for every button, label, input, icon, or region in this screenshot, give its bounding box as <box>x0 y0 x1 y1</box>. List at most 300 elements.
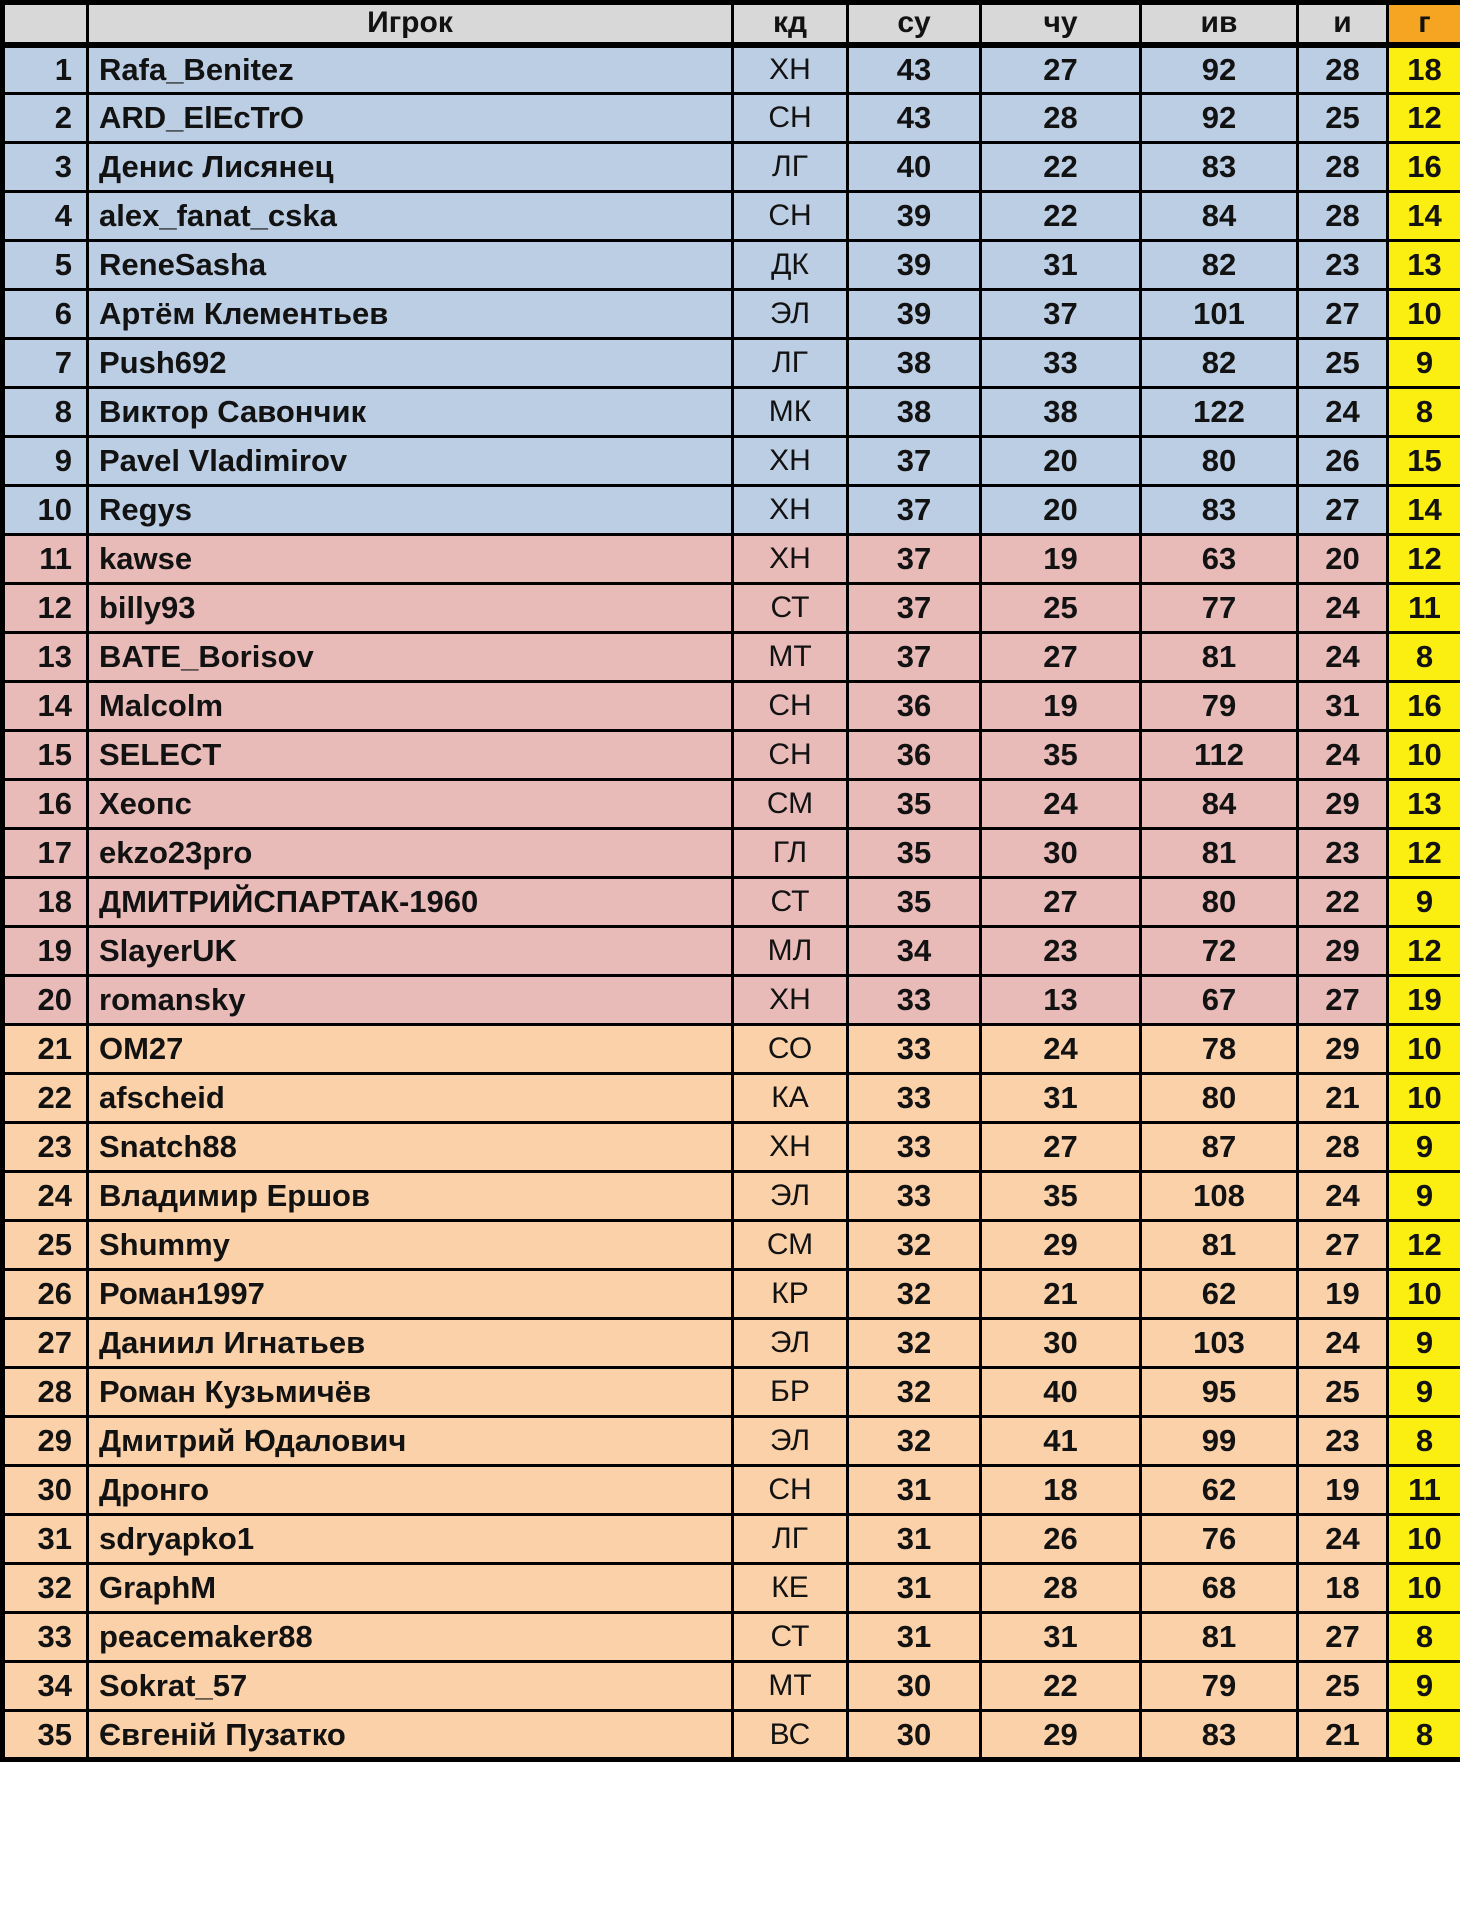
stat-i-cell: 29 <box>1298 1025 1388 1074</box>
player-name-cell: afscheid <box>88 1074 733 1123</box>
club-code-cell: ЭЛ <box>733 1417 848 1466</box>
table-row <box>3 1025 1460 1074</box>
rank-cell: 1 <box>3 45 88 94</box>
club-code-cell: ЭЛ <box>733 290 848 339</box>
stat-chu-cell: 22 <box>981 192 1141 241</box>
stat-su-cell: 35 <box>848 829 981 878</box>
club-code-cell: ЭЛ <box>733 1172 848 1221</box>
stat-i-cell: 25 <box>1298 339 1388 388</box>
rank-cell: 9 <box>3 437 88 486</box>
stat-i-cell: 23 <box>1298 829 1388 878</box>
stat-iv-cell: 81 <box>1141 1221 1298 1270</box>
rank-cell: 21 <box>3 1025 88 1074</box>
stat-g-cell: 12 <box>1388 829 1460 878</box>
stat-g-cell: 14 <box>1388 192 1460 241</box>
stat-su-cell: 38 <box>848 339 981 388</box>
header-su: су <box>848 3 981 45</box>
stat-su-cell: 37 <box>848 486 981 535</box>
stat-iv-cell: 62 <box>1141 1466 1298 1515</box>
table-row <box>3 1417 1460 1466</box>
stat-g-cell: 10 <box>1388 731 1460 780</box>
stat-g-cell: 8 <box>1388 1711 1460 1760</box>
stat-i-cell: 25 <box>1298 1662 1388 1711</box>
rank-cell: 15 <box>3 731 88 780</box>
table-row <box>3 1711 1460 1760</box>
stat-chu-cell: 27 <box>981 878 1141 927</box>
stat-chu-cell: 23 <box>981 927 1141 976</box>
stat-chu-cell: 27 <box>981 633 1141 682</box>
player-name-cell: SlayerUK <box>88 927 733 976</box>
player-name-cell: Артём Клементьев <box>88 290 733 339</box>
table-row <box>3 388 1460 437</box>
table-row <box>3 1662 1460 1711</box>
club-code-cell: СТ <box>733 878 848 927</box>
player-name-cell: kawse <box>88 535 733 584</box>
player-name-cell: ekzo23pro <box>88 829 733 878</box>
club-code-cell: МТ <box>733 1662 848 1711</box>
table-row <box>3 1123 1460 1172</box>
stat-i-cell: 25 <box>1298 1368 1388 1417</box>
stat-i-cell: 24 <box>1298 584 1388 633</box>
stat-g-cell: 10 <box>1388 290 1460 339</box>
stat-g-cell: 8 <box>1388 388 1460 437</box>
stat-su-cell: 43 <box>848 94 981 143</box>
stat-iv-cell: 92 <box>1141 45 1298 94</box>
rank-cell: 2 <box>3 94 88 143</box>
stat-iv-cell: 83 <box>1141 486 1298 535</box>
stat-chu-cell: 41 <box>981 1417 1141 1466</box>
club-code-cell: ХН <box>733 976 848 1025</box>
header-i: и <box>1298 3 1388 45</box>
stat-g-cell: 10 <box>1388 1270 1460 1319</box>
player-name-cell: GraphM <box>88 1564 733 1613</box>
stat-su-cell: 34 <box>848 927 981 976</box>
rank-cell: 10 <box>3 486 88 535</box>
stat-g-cell: 18 <box>1388 45 1460 94</box>
stat-g-cell: 16 <box>1388 682 1460 731</box>
club-code-cell: ХН <box>733 486 848 535</box>
stat-su-cell: 32 <box>848 1270 981 1319</box>
rank-cell: 35 <box>3 1711 88 1760</box>
stat-g-cell: 10 <box>1388 1515 1460 1564</box>
stat-iv-cell: 95 <box>1141 1368 1298 1417</box>
stat-su-cell: 31 <box>848 1564 981 1613</box>
table-row <box>3 535 1460 584</box>
stat-i-cell: 26 <box>1298 437 1388 486</box>
club-code-cell: ГЛ <box>733 829 848 878</box>
player-name-cell: alex_fanat_cska <box>88 192 733 241</box>
stat-chu-cell: 22 <box>981 1662 1141 1711</box>
rank-cell: 24 <box>3 1172 88 1221</box>
player-name-cell: Shummy <box>88 1221 733 1270</box>
player-name-cell: peacemaker88 <box>88 1613 733 1662</box>
stat-i-cell: 29 <box>1298 927 1388 976</box>
player-name-cell: Дронго <box>88 1466 733 1515</box>
stat-iv-cell: 83 <box>1141 143 1298 192</box>
rank-cell: 6 <box>3 290 88 339</box>
rank-cell: 19 <box>3 927 88 976</box>
club-code-cell: СН <box>733 731 848 780</box>
stat-iv-cell: 99 <box>1141 1417 1298 1466</box>
player-name-cell: sdryapko1 <box>88 1515 733 1564</box>
stat-i-cell: 24 <box>1298 1515 1388 1564</box>
club-code-cell: КР <box>733 1270 848 1319</box>
stat-i-cell: 24 <box>1298 731 1388 780</box>
stat-chu-cell: 37 <box>981 290 1141 339</box>
stat-g-cell: 12 <box>1388 927 1460 976</box>
table-row <box>3 1515 1460 1564</box>
stat-su-cell: 32 <box>848 1319 981 1368</box>
stat-su-cell: 32 <box>848 1221 981 1270</box>
stat-i-cell: 24 <box>1298 633 1388 682</box>
table-row <box>3 241 1460 290</box>
player-name-cell: ДМИТРИЙСПАРТАК-1960 <box>88 878 733 927</box>
player-name-cell: Pavel Vladimirov <box>88 437 733 486</box>
stat-g-cell: 12 <box>1388 535 1460 584</box>
rank-cell: 4 <box>3 192 88 241</box>
stat-su-cell: 32 <box>848 1368 981 1417</box>
stat-i-cell: 19 <box>1298 1466 1388 1515</box>
player-name-cell: Regys <box>88 486 733 535</box>
rank-cell: 7 <box>3 339 88 388</box>
rank-cell: 20 <box>3 976 88 1025</box>
stat-chu-cell: 21 <box>981 1270 1141 1319</box>
stat-iv-cell: 80 <box>1141 1074 1298 1123</box>
stat-su-cell: 33 <box>848 1025 981 1074</box>
stat-g-cell: 9 <box>1388 1123 1460 1172</box>
stat-iv-cell: 77 <box>1141 584 1298 633</box>
table-row <box>3 1074 1460 1123</box>
table-header <box>3 3 1460 45</box>
stat-iv-cell: 79 <box>1141 682 1298 731</box>
stat-iv-cell: 82 <box>1141 241 1298 290</box>
player-name-cell: Rafa_Benitez <box>88 45 733 94</box>
club-code-cell: ЛГ <box>733 339 848 388</box>
table-row <box>3 192 1460 241</box>
stat-chu-cell: 19 <box>981 535 1141 584</box>
stat-g-cell: 9 <box>1388 878 1460 927</box>
table-row <box>3 290 1460 339</box>
stat-chu-cell: 20 <box>981 437 1141 486</box>
stat-iv-cell: 80 <box>1141 437 1298 486</box>
player-name-cell: ReneSasha <box>88 241 733 290</box>
stat-su-cell: 35 <box>848 878 981 927</box>
stat-g-cell: 11 <box>1388 1466 1460 1515</box>
stat-chu-cell: 30 <box>981 1319 1141 1368</box>
stat-g-cell: 9 <box>1388 1368 1460 1417</box>
stat-i-cell: 29 <box>1298 780 1388 829</box>
club-code-cell: СМ <box>733 780 848 829</box>
table-row <box>3 780 1460 829</box>
stat-chu-cell: 29 <box>981 1221 1141 1270</box>
rank-cell: 31 <box>3 1515 88 1564</box>
rank-cell: 34 <box>3 1662 88 1711</box>
stat-g-cell: 8 <box>1388 1417 1460 1466</box>
club-code-cell: СМ <box>733 1221 848 1270</box>
club-code-cell: БР <box>733 1368 848 1417</box>
stat-su-cell: 37 <box>848 633 981 682</box>
stat-g-cell: 13 <box>1388 241 1460 290</box>
stat-chu-cell: 25 <box>981 584 1141 633</box>
table-row <box>3 437 1460 486</box>
player-name-cell: Роман Кузьмичёв <box>88 1368 733 1417</box>
rank-cell: 11 <box>3 535 88 584</box>
stat-i-cell: 22 <box>1298 878 1388 927</box>
stat-iv-cell: 81 <box>1141 829 1298 878</box>
stat-iv-cell: 79 <box>1141 1662 1298 1711</box>
stat-g-cell: 19 <box>1388 976 1460 1025</box>
stat-chu-cell: 26 <box>981 1515 1141 1564</box>
club-code-cell: ДК <box>733 241 848 290</box>
rank-cell: 13 <box>3 633 88 682</box>
stat-g-cell: 9 <box>1388 1662 1460 1711</box>
rank-cell: 3 <box>3 143 88 192</box>
stat-chu-cell: 27 <box>981 45 1141 94</box>
stat-iv-cell: 84 <box>1141 192 1298 241</box>
stat-g-cell: 16 <box>1388 143 1460 192</box>
stat-g-cell: 10 <box>1388 1025 1460 1074</box>
stat-iv-cell: 78 <box>1141 1025 1298 1074</box>
player-name-cell: ARD_ElEcTrO <box>88 94 733 143</box>
rank-cell: 16 <box>3 780 88 829</box>
rank-cell: 18 <box>3 878 88 927</box>
rank-cell: 30 <box>3 1466 88 1515</box>
table-row <box>3 1270 1460 1319</box>
table-row <box>3 584 1460 633</box>
stat-chu-cell: 28 <box>981 94 1141 143</box>
stat-iv-cell: 82 <box>1141 339 1298 388</box>
club-code-cell: ХН <box>733 45 848 94</box>
club-code-cell: КА <box>733 1074 848 1123</box>
stat-iv-cell: 81 <box>1141 1613 1298 1662</box>
player-name-cell: Денис Лисянец <box>88 143 733 192</box>
player-name-cell: BATE_Borisov <box>88 633 733 682</box>
stat-su-cell: 33 <box>848 1123 981 1172</box>
stat-g-cell: 9 <box>1388 1172 1460 1221</box>
player-name-cell: OM27 <box>88 1025 733 1074</box>
stat-su-cell: 33 <box>848 1074 981 1123</box>
stat-iv-cell: 62 <box>1141 1270 1298 1319</box>
table-row <box>3 1564 1460 1613</box>
stat-i-cell: 27 <box>1298 1221 1388 1270</box>
stat-su-cell: 30 <box>848 1711 981 1760</box>
club-code-cell: КЕ <box>733 1564 848 1613</box>
stat-su-cell: 31 <box>848 1515 981 1564</box>
stat-su-cell: 39 <box>848 290 981 339</box>
stat-i-cell: 25 <box>1298 94 1388 143</box>
stat-chu-cell: 33 <box>981 339 1141 388</box>
stat-i-cell: 20 <box>1298 535 1388 584</box>
stat-iv-cell: 72 <box>1141 927 1298 976</box>
club-code-cell: ХН <box>733 1123 848 1172</box>
player-name-cell: Sokrat_57 <box>88 1662 733 1711</box>
stat-iv-cell: 76 <box>1141 1515 1298 1564</box>
player-name-cell: Євгеній Пузатко <box>88 1711 733 1760</box>
player-name-cell: Хеопс <box>88 780 733 829</box>
stat-iv-cell: 67 <box>1141 976 1298 1025</box>
player-name-cell: Даниил Игнатьев <box>88 1319 733 1368</box>
player-name-cell: Виктор Савончик <box>88 388 733 437</box>
stat-chu-cell: 19 <box>981 682 1141 731</box>
stat-su-cell: 37 <box>848 535 981 584</box>
table-row <box>3 94 1460 143</box>
player-name-cell: Дмитрий Юдалович <box>88 1417 733 1466</box>
stat-su-cell: 30 <box>848 1662 981 1711</box>
rank-cell: 29 <box>3 1417 88 1466</box>
stat-chu-cell: 38 <box>981 388 1141 437</box>
stat-i-cell: 23 <box>1298 241 1388 290</box>
club-code-cell: СТ <box>733 1613 848 1662</box>
table-row <box>3 682 1460 731</box>
club-code-cell: СН <box>733 682 848 731</box>
stat-iv-cell: 80 <box>1141 878 1298 927</box>
stat-iv-cell: 87 <box>1141 1123 1298 1172</box>
table-row <box>3 339 1460 388</box>
stat-chu-cell: 35 <box>981 731 1141 780</box>
stat-su-cell: 40 <box>848 143 981 192</box>
stat-i-cell: 27 <box>1298 486 1388 535</box>
stat-i-cell: 24 <box>1298 1319 1388 1368</box>
table-row <box>3 1613 1460 1662</box>
stat-g-cell: 15 <box>1388 437 1460 486</box>
rank-cell: 33 <box>3 1613 88 1662</box>
stat-chu-cell: 13 <box>981 976 1141 1025</box>
rank-cell: 8 <box>3 388 88 437</box>
club-code-cell: МТ <box>733 633 848 682</box>
header-rank <box>3 3 88 45</box>
table-row <box>3 1172 1460 1221</box>
table-row <box>3 633 1460 682</box>
stat-i-cell: 27 <box>1298 1613 1388 1662</box>
table-row <box>3 976 1460 1025</box>
rank-cell: 22 <box>3 1074 88 1123</box>
stat-g-cell: 9 <box>1388 339 1460 388</box>
stat-chu-cell: 29 <box>981 1711 1141 1760</box>
stat-g-cell: 9 <box>1388 1319 1460 1368</box>
rank-cell: 32 <box>3 1564 88 1613</box>
rank-cell: 27 <box>3 1319 88 1368</box>
stat-chu-cell: 30 <box>981 829 1141 878</box>
stat-su-cell: 33 <box>848 976 981 1025</box>
stat-chu-cell: 24 <box>981 1025 1141 1074</box>
stat-i-cell: 24 <box>1298 388 1388 437</box>
table-row <box>3 143 1460 192</box>
stat-iv-cell: 63 <box>1141 535 1298 584</box>
club-code-cell: СН <box>733 192 848 241</box>
stat-i-cell: 27 <box>1298 976 1388 1025</box>
stat-su-cell: 36 <box>848 731 981 780</box>
stat-chu-cell: 31 <box>981 241 1141 290</box>
stat-iv-cell: 68 <box>1141 1564 1298 1613</box>
stat-g-cell: 10 <box>1388 1074 1460 1123</box>
stat-su-cell: 39 <box>848 241 981 290</box>
rank-cell: 25 <box>3 1221 88 1270</box>
table-row <box>3 1466 1460 1515</box>
stat-chu-cell: 22 <box>981 143 1141 192</box>
header-player: Игрок <box>88 3 733 45</box>
table-body <box>3 45 1460 1760</box>
stat-i-cell: 21 <box>1298 1711 1388 1760</box>
club-code-cell: ХН <box>733 535 848 584</box>
table-row <box>3 486 1460 535</box>
header-kd: кд <box>733 3 848 45</box>
table-row <box>3 878 1460 927</box>
stat-chu-cell: 31 <box>981 1613 1141 1662</box>
stat-iv-cell: 92 <box>1141 94 1298 143</box>
rank-cell: 23 <box>3 1123 88 1172</box>
stat-chu-cell: 40 <box>981 1368 1141 1417</box>
club-code-cell: СО <box>733 1025 848 1074</box>
stat-i-cell: 19 <box>1298 1270 1388 1319</box>
stat-iv-cell: 103 <box>1141 1319 1298 1368</box>
rank-cell: 12 <box>3 584 88 633</box>
table-row <box>3 731 1460 780</box>
table-row <box>3 1368 1460 1417</box>
club-code-cell: СН <box>733 1466 848 1515</box>
stat-g-cell: 8 <box>1388 633 1460 682</box>
table-row <box>3 927 1460 976</box>
stat-chu-cell: 27 <box>981 1123 1141 1172</box>
table-row <box>3 45 1460 94</box>
stat-g-cell: 14 <box>1388 486 1460 535</box>
stat-iv-cell: 83 <box>1141 1711 1298 1760</box>
header-g: г <box>1388 3 1460 45</box>
stat-su-cell: 37 <box>848 437 981 486</box>
stat-g-cell: 12 <box>1388 94 1460 143</box>
table-row <box>3 1319 1460 1368</box>
stat-su-cell: 32 <box>848 1417 981 1466</box>
club-code-cell: ЛГ <box>733 1515 848 1564</box>
stat-chu-cell: 31 <box>981 1074 1141 1123</box>
stat-chu-cell: 35 <box>981 1172 1141 1221</box>
player-name-cell: Snatch88 <box>88 1123 733 1172</box>
table-row <box>3 1221 1460 1270</box>
stat-su-cell: 31 <box>848 1613 981 1662</box>
stat-su-cell: 36 <box>848 682 981 731</box>
stat-i-cell: 21 <box>1298 1074 1388 1123</box>
player-name-cell: Malcolm <box>88 682 733 731</box>
header-chu: чу <box>981 3 1141 45</box>
stat-su-cell: 35 <box>848 780 981 829</box>
player-name-cell: Роман1997 <box>88 1270 733 1319</box>
header-iv: ив <box>1141 3 1298 45</box>
club-code-cell: ЭЛ <box>733 1319 848 1368</box>
stat-su-cell: 43 <box>848 45 981 94</box>
rank-cell: 14 <box>3 682 88 731</box>
stat-su-cell: 33 <box>848 1172 981 1221</box>
stat-iv-cell: 84 <box>1141 780 1298 829</box>
stat-g-cell: 10 <box>1388 1564 1460 1613</box>
stat-i-cell: 28 <box>1298 143 1388 192</box>
stat-i-cell: 24 <box>1298 1172 1388 1221</box>
club-code-cell: ЛГ <box>733 143 848 192</box>
club-code-cell: МЛ <box>733 927 848 976</box>
stat-iv-cell: 101 <box>1141 290 1298 339</box>
stat-g-cell: 13 <box>1388 780 1460 829</box>
club-code-cell: СН <box>733 94 848 143</box>
rank-cell: 26 <box>3 1270 88 1319</box>
stat-i-cell: 27 <box>1298 290 1388 339</box>
stat-g-cell: 12 <box>1388 1221 1460 1270</box>
rank-cell: 17 <box>3 829 88 878</box>
stat-iv-cell: 108 <box>1141 1172 1298 1221</box>
stat-i-cell: 28 <box>1298 1123 1388 1172</box>
header-row <box>3 3 1460 45</box>
player-name-cell: romansky <box>88 976 733 1025</box>
stat-i-cell: 23 <box>1298 1417 1388 1466</box>
club-code-cell: МК <box>733 388 848 437</box>
stat-chu-cell: 18 <box>981 1466 1141 1515</box>
